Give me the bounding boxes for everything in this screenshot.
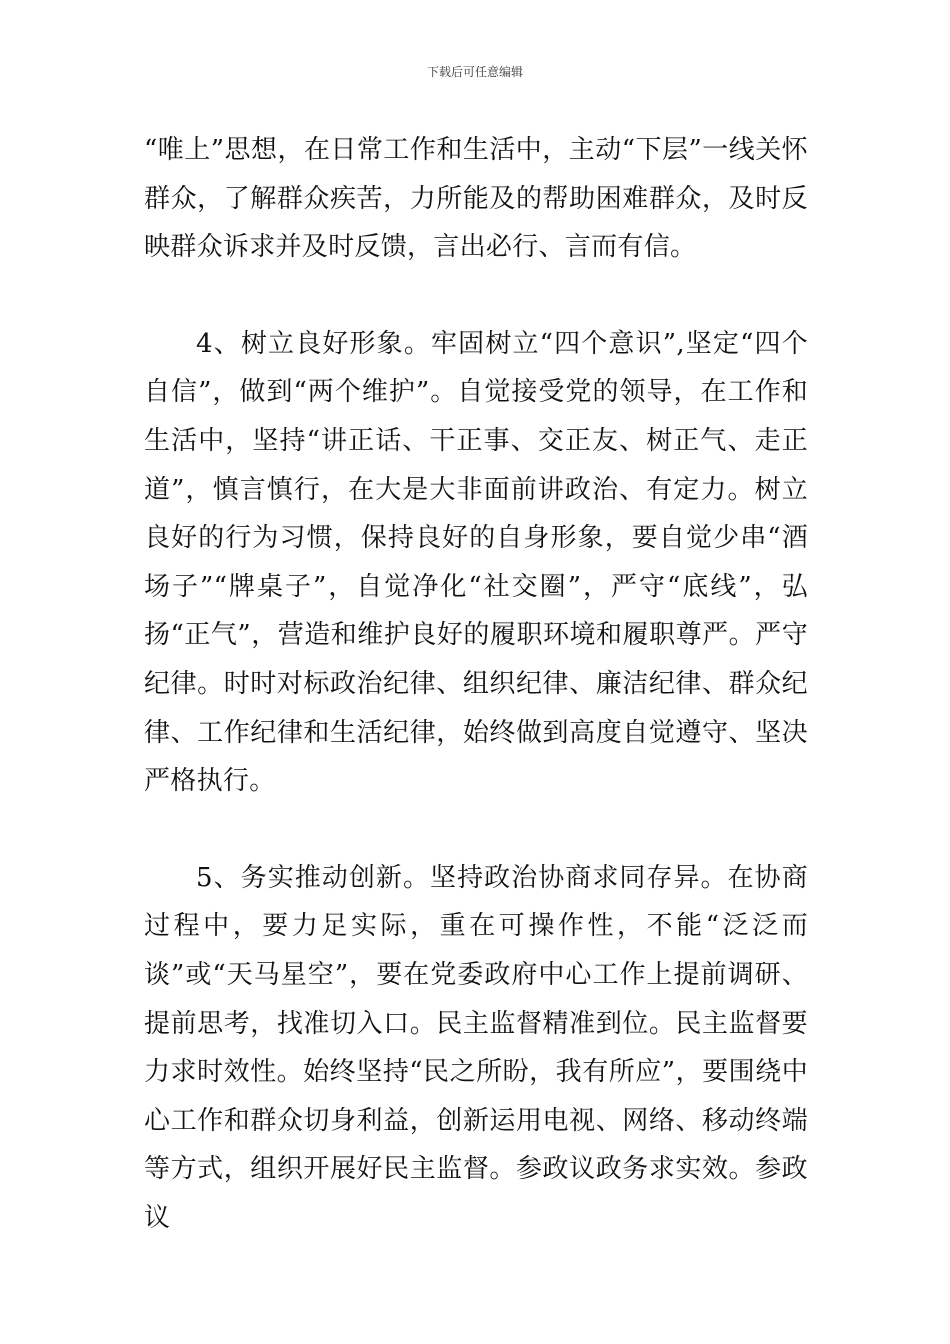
paragraph-2: 4、树立良好形象。牢固树立“四个意识”,坚定“四个自信”，做到“两个维护”。自觉接受党的领导，在工作和生活中，坚持“讲正话、干正事、交正友、树正气、走正道”，慎言慎行，在大是大非面前讲政治、有定力。树立良好的行为习惯，保持良好的自身形象，要自觉少串“酒场子”“牌桌子”，自觉净化“社交圈”，严守“底线”，弘扬“正气”，营造和维护良好的履职环境和履职尊严。严守纪律。时时对标政治纪律、组织纪律、廉洁纪律、群众纪律、工作纪律和生活纪律，始终做到高度自觉遵守、坚决严格执行。	[144, 328, 808, 797]
document-body	[144, 126, 808, 1242]
paragraph-1: “唯上”思想，在日常工作和生活中，主动“下层”一线关怀群众，了解群众疾苦，力所能及的帮助困难群众，及时反映群众诉求并及时反馈，言出必行、言而有信。	[144, 135, 808, 263]
paragraph-gap	[144, 272, 808, 320]
paragraph-3: 5、务实推动创新。坚持政治协商求同存异。在协商过程中，要力足实际，重在可操作性，不能“泛泛而谈”或“天马星空”，要在党委政府中心工作上提前调研、提前思考，找准切入口。民主监督精准到位。民主监督要力求时效性。始终坚持“民之所盼，我有所应”，要围绕中心工作和群众切身利益，创新运用电视、网络、移动终端等方式，组织开展好民主监督。参政议政务求实效。参政议	[144, 862, 808, 1233]
paragraph-gap	[144, 806, 808, 854]
page-header: 下载后可任意编辑	[426, 65, 523, 79]
